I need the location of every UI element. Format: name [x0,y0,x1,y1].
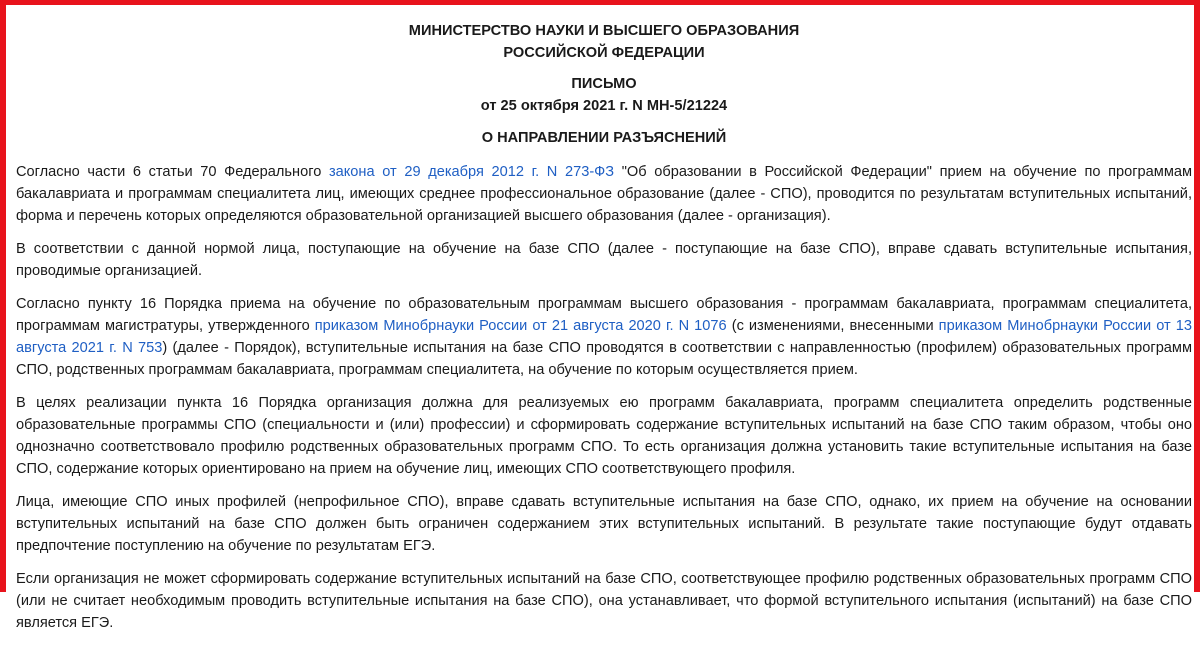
paragraph-1 [16,161,1192,227]
letter-heading [16,73,1192,117]
paragraph-6 [16,568,1192,634]
ministry-line-1: МИНИСТЕРСТВО НАУКИ И ВЫСШЕГО ОБРАЗОВАНИЯ [408,23,800,39]
order-1076-link[interactable]: приказом Минобрнауки России от 21 августа 2020 г. N 1076 [314,318,727,334]
doc-type: ПИСЬМО [571,76,637,92]
paragraph-3-text-3: ) (далее - Порядок), вступительные испытания на базе СПО проводятся в соответствии с направленностью (профилем) образовательных программ СПО, родственных программам бакалавриата, программам специалитета, на обучение по которым осуществляется прием. [16,340,1192,378]
paragraph-5 [16,491,1192,557]
paragraph-3 [16,293,1192,381]
doc-subject: О НАПРАВЛЕНИИ РАЗЪЯСНЕНИЙ [481,130,727,146]
paragraph-1-text-2: "Об образовании в Российской Федерации" прием на обучение по программам бакалавриата и программам специалитета лиц, имеющих среднее профессиональное образование (далее - СПО), проводится по результатам вступительных испытаний, форма и перечень которых определяются образовательной организацией высшего образования (далее - организация). [16,164,1192,224]
doc-date-number: от 25 октября 2021 г. N МН-5/21224 [480,98,728,114]
ministry-heading [16,20,1192,64]
paragraph-6-text: Если организация не может сформировать содержание вступительных испытаний на базе СПО, соответствующее профилю родственных образовательных программ СПО (или не считает необходимым проводить вступительные испытания на базе СПО), она устанавливает, что формой вступительного испытания (испытаний) на базе СПО является ЕГЭ. [16,571,1192,631]
document-body [16,20,1192,645]
paragraph-2-text: В соответствии с данной нормой лица, поступающие на обучение на базе СПО (далее - поступающие на базе СПО), вправе сдавать вступительные испытания, проводимые организацией. [16,241,1192,279]
paragraph-1-text-1: Согласно части 6 статьи 70 Федерального [16,164,329,180]
paragraph-5-text: Лица, имеющие СПО иных профилей (непрофильное СПО), вправе сдавать вступительные испытания на базе СПО, однако, их прием на обучение на основании вступительных испытаний на базе СПО должен быть ограничен содержанием этих вступительных испытаний. В результате такие поступающие будут отдавать предпочтение поступлению на обучение по результатам ЕГЭ. [16,494,1192,554]
paragraph-4-text: В целях реализации пункта 16 Порядка организация должна для реализуемых ею программ бакалавриата, программ специалитета определить родственные образовательные программы СПО (специальности и (или) профессии) и сформировать содержание вступительных испытаний на базе СПО таким образом, чтобы оно однозначно соответствовало профилю родственных образовательных программ СПО. То есть организация должна установить такие вступительные испытания на базе СПО, содержание которых ориентировано на прием на обучение лиц, имеющих СПО соответствующего профиля. [16,395,1192,477]
paragraph-2 [16,238,1192,282]
paragraph-3-text-1: Согласно пункту 16 Порядка приема на обучение по образовательным программам высшего образования - программам бакалавриата, программам специалитета, программам магистратуры, утвержденного [16,296,1192,334]
order-753-link[interactable]: приказом Минобрнауки России от 13 августа 2021 г. N 753 [16,318,1192,356]
paragraph-4 [16,392,1192,480]
paragraph-3-text-2: (с изменениями, внесенными [726,318,939,334]
law-273-fz-link[interactable]: закона от 29 декабря 2012 г. N 273-ФЗ [328,164,615,180]
ministry-line-2: РОССИЙСКОЙ ФЕДЕРАЦИИ [503,45,705,61]
